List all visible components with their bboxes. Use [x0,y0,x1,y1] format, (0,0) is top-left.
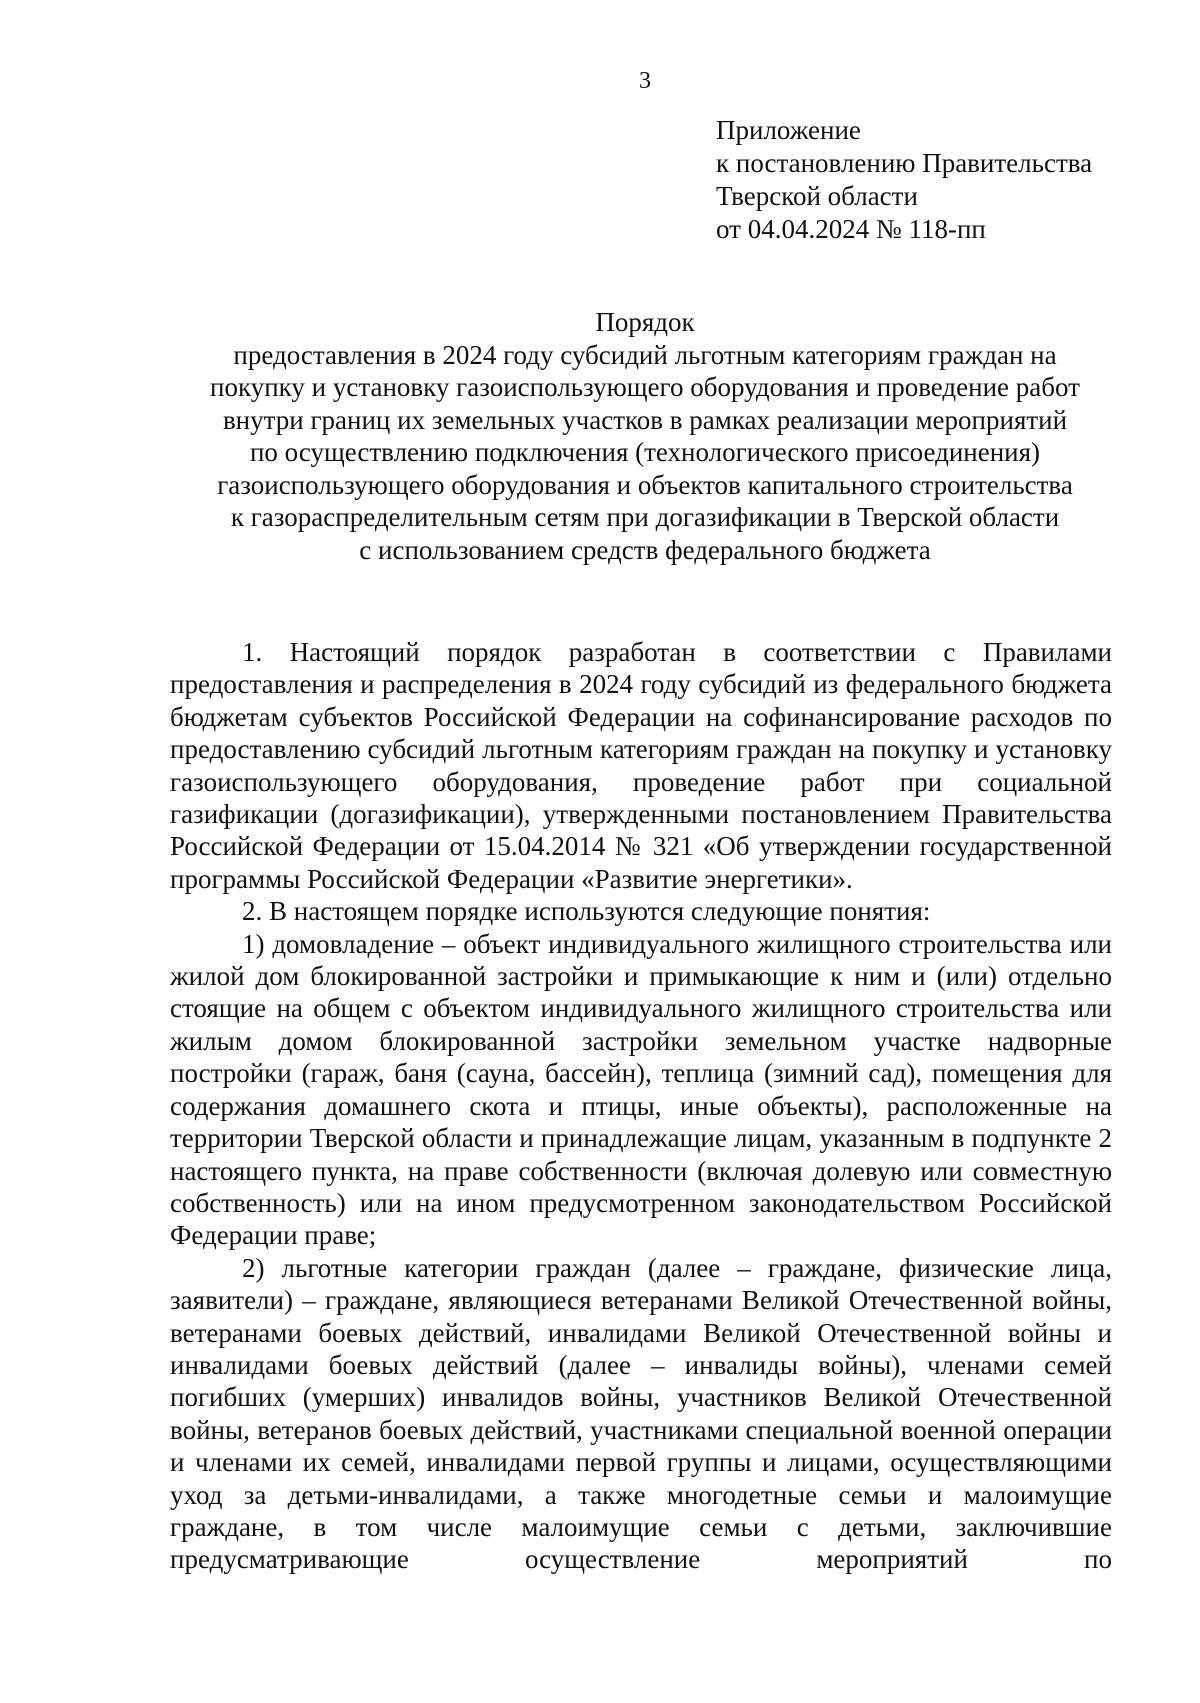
title-line: к газораспределительным сетям при догазификации в Тверской области [230,502,1060,532]
appendix-line: к постановлению Правительства [716,148,1093,178]
document-title [150,306,1140,566]
page-number: 3 [639,68,651,94]
paragraph-1: 1. Настоящий порядок разработан в соответствии с Правилами предоставления и распределения в 2024 году субсидий из федерального бюджета бюджетам субъектов Российской Федерации на софинансирование расходов по предоставлению субсидий льготным категориям граждан на покупку и установку газоиспользующего оборудования, проведение работ при социальной газификации (догазификации), утвержденными постановлением Правительства Российской Федерации от 15.04.2014 № 321 «Об утверждении государственной программы Российской Федерации «Развитие энергетики». [170,637,1112,894]
appendix-block [716,114,1092,246]
paragraph-2: 2. В настоящем порядке используются следующие понятия: [242,896,931,927]
title-line: по осуществлению подключения (технологического присоединения) [249,437,1041,467]
title-line: предоставления в 2024 году субсидий льготным категориям граждан на [233,339,1057,370]
title-line: с использованием средств федерального бюджета [359,534,931,565]
appendix-line: Тверской области [716,181,918,211]
paragraph-2-item-2: 2) льготные категории граждан (далее – граждане, физические лица, заявители) – граждане, являющиеся ветеранами Великой Отечественной войны, ветеранами боевых действий, инвалидами Великой Отечественной войны и инвалидами боевых действий (далее – инвалиды войны), членами семей погибших (умерших) инвалидов войны, участников Великой Отечественной войны, ветеранов боевых действий, участниками специальной военной операции и членами их семей, инвалидами первой группы и лицами, осуществляющими уход за детьми-инвалидами, а также многодетные семьи и малоимущие граждане, в том числе малоимущие семьи с детьми, заключившие предусматривающие осуществление мероприятий по [170,1252,1112,1575]
title-line: газоиспользующего оборудования и объектов капитального строительства [217,469,1073,500]
appendix-line: Приложение [716,115,861,145]
document-body [170,636,1112,1576]
paragraph-2-item-1: 1) домовладение – объект индивидуального жилищного строительства или жилой дом блокированной застройки и примыкающие к ним и (или) отдельно стоящие на общем с объектом индивидуального жилищного строительства или жилым домом блокированной застройки земельном участке надворные постройки (гараж, баня (сауна, бассейн), теплица (зимний сад), помещения для содержания домашнего скота и птицы, иные объекты), расположенные на территории Тверской области и принадлежащие лицам, указанным в подпункте 2 настоящего пункта, на праве собственности (включая долевую или совместную собственность) или на ином предусмотренном законодательством Российской Федерации праве; [170,928,1112,1251]
title-line: покупку и установку газоиспользующего оборудования и проведение работ [210,372,1080,402]
appendix-line: от 04.04.2024 № 118-пп [716,214,986,244]
title-line: внутри границ их земельных участков в рамках реализации мероприятий [222,404,1068,435]
title-heading: Порядок [595,307,695,337]
